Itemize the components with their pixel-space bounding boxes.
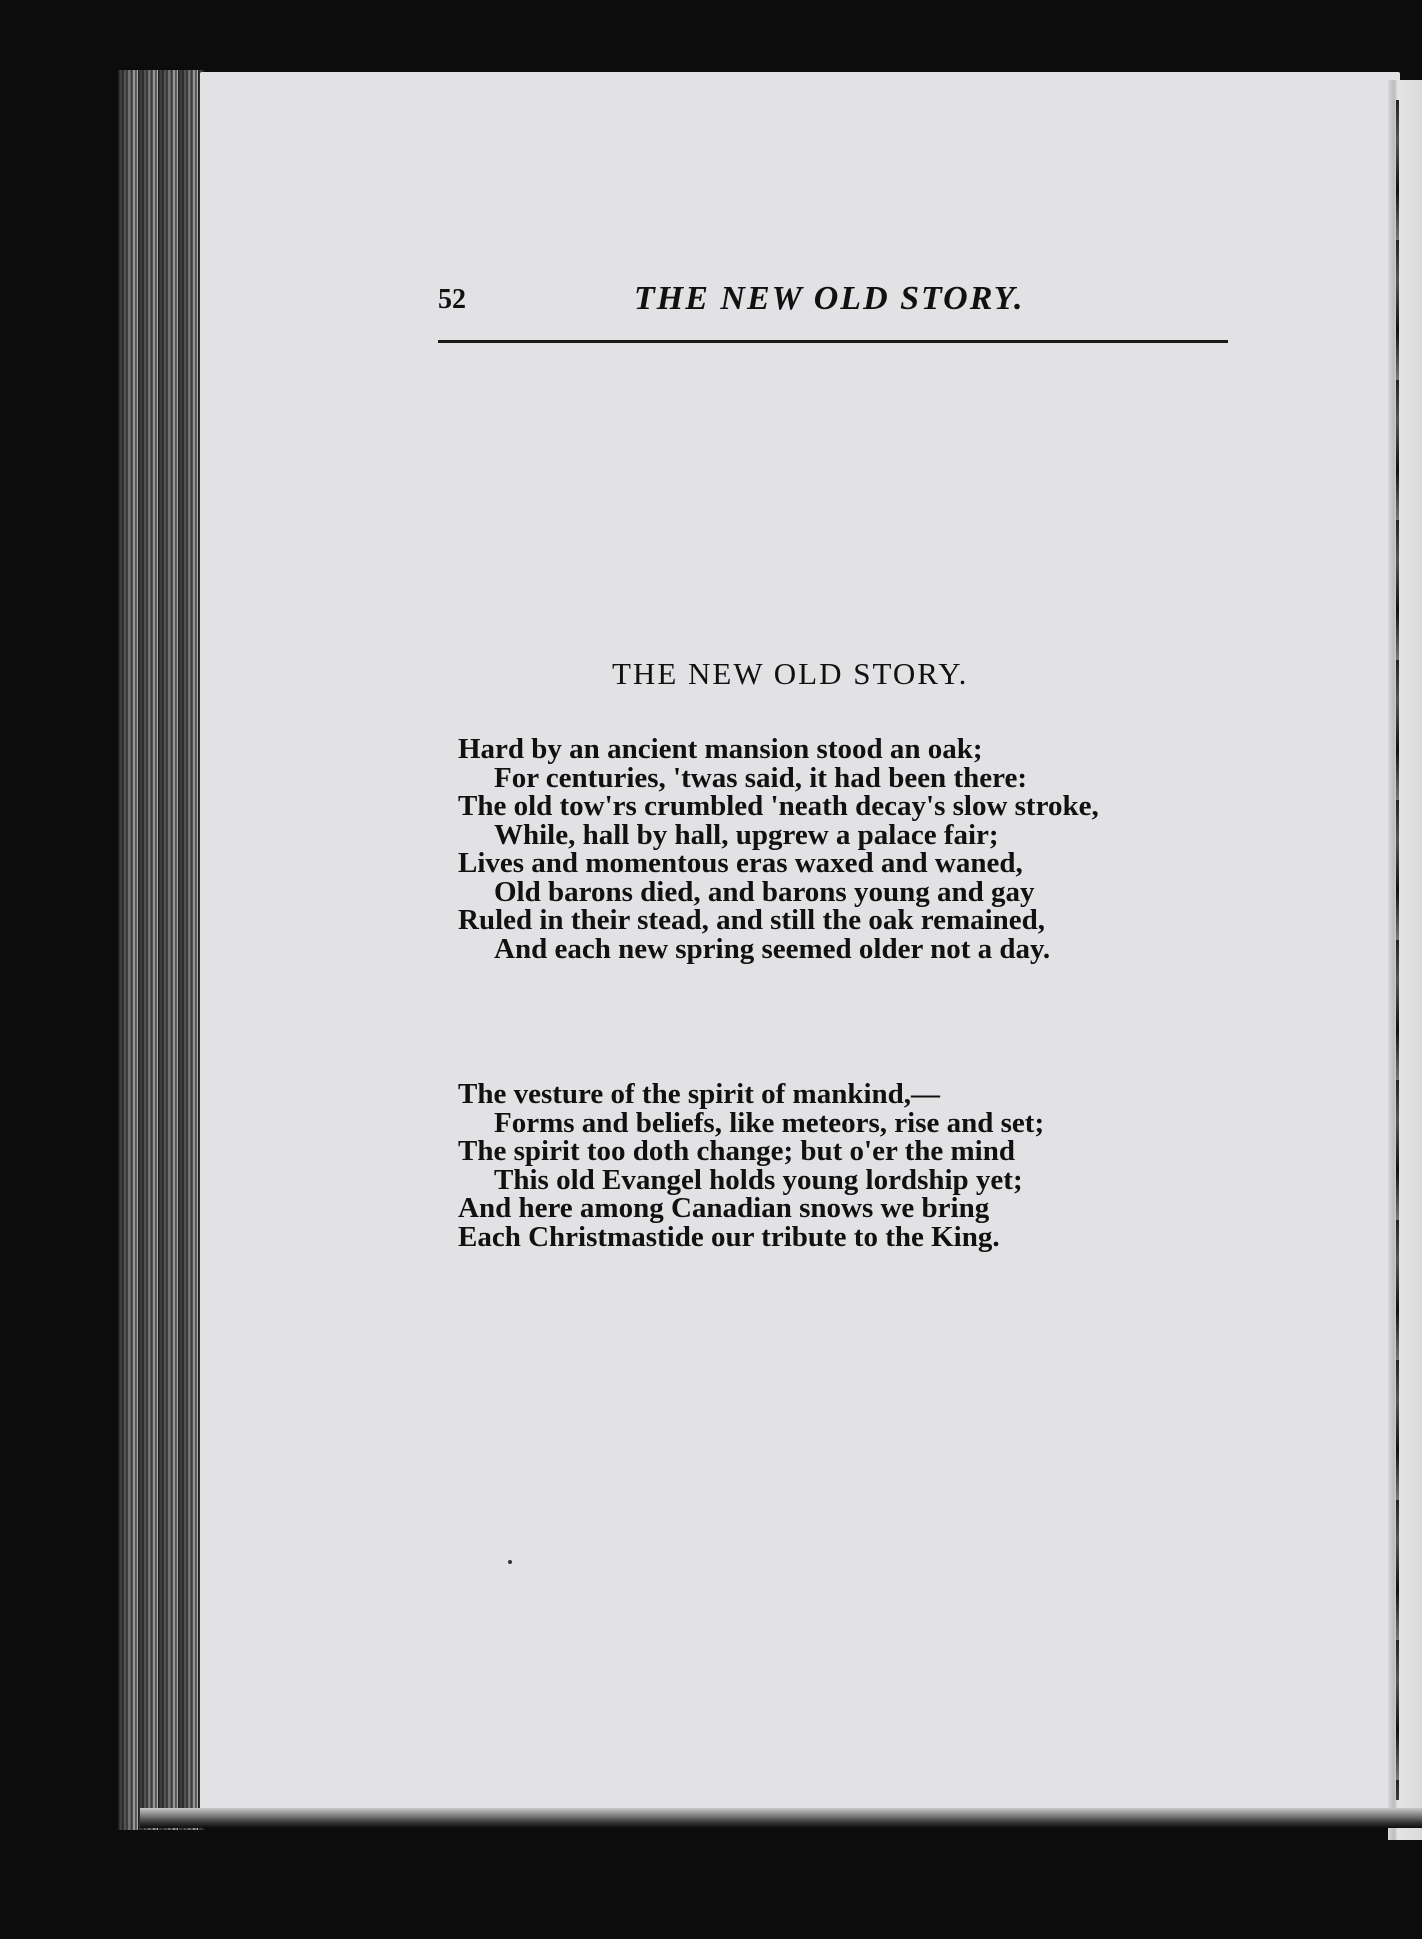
- running-head: [438, 280, 1228, 330]
- poem-line: This old Evangel holds young lordship yet;: [494, 1163, 1023, 1196]
- page-number: 52: [438, 284, 466, 315]
- poem-line: The spirit too doth change; but o'er the mind: [458, 1135, 1015, 1167]
- next-leaf-edge: [1388, 80, 1422, 1840]
- poem-title: THE NEW OLD STORY.: [612, 656, 969, 691]
- poem-line: Hard by an ancient mansion stood an oak;: [458, 733, 983, 765]
- poem-line: The old tow'rs crumbled 'neath decay's slow stroke,: [458, 790, 1099, 822]
- poem-line: Old barons died, and barons young and gay: [494, 875, 1035, 908]
- poem-line: The vesture of the spirit of mankind,—: [458, 1078, 941, 1110]
- poem-line: While, hall by hall, upgrew a palace fair;: [494, 818, 999, 851]
- poem-line: Each Christmastide our tribute to the King.: [458, 1220, 1000, 1253]
- page-bottom-edge: [140, 1808, 1422, 1828]
- header-rule: [438, 340, 1228, 343]
- poem-line: Lives and momentous eras waxed and waned,: [458, 847, 1023, 879]
- poem-line: Ruled in their stead, and still the oak remained,: [458, 904, 1046, 936]
- poem-line: For centuries, 'twas said, it had been there:: [494, 761, 1027, 794]
- poem-line: And here among Canadian snows we bring: [458, 1192, 990, 1224]
- running-head-title: THE NEW OLD STORY.: [634, 280, 1025, 317]
- poem-line: Forms and beliefs, like meteors, rise and set;: [494, 1106, 1045, 1139]
- stanza-1: [458, 735, 1099, 963]
- stanza-2: [458, 1080, 1044, 1251]
- book-spine-binding: [118, 70, 204, 1830]
- poem-line: And each new spring seemed older not a day.: [494, 932, 1051, 965]
- ink-speck: [508, 1560, 512, 1564]
